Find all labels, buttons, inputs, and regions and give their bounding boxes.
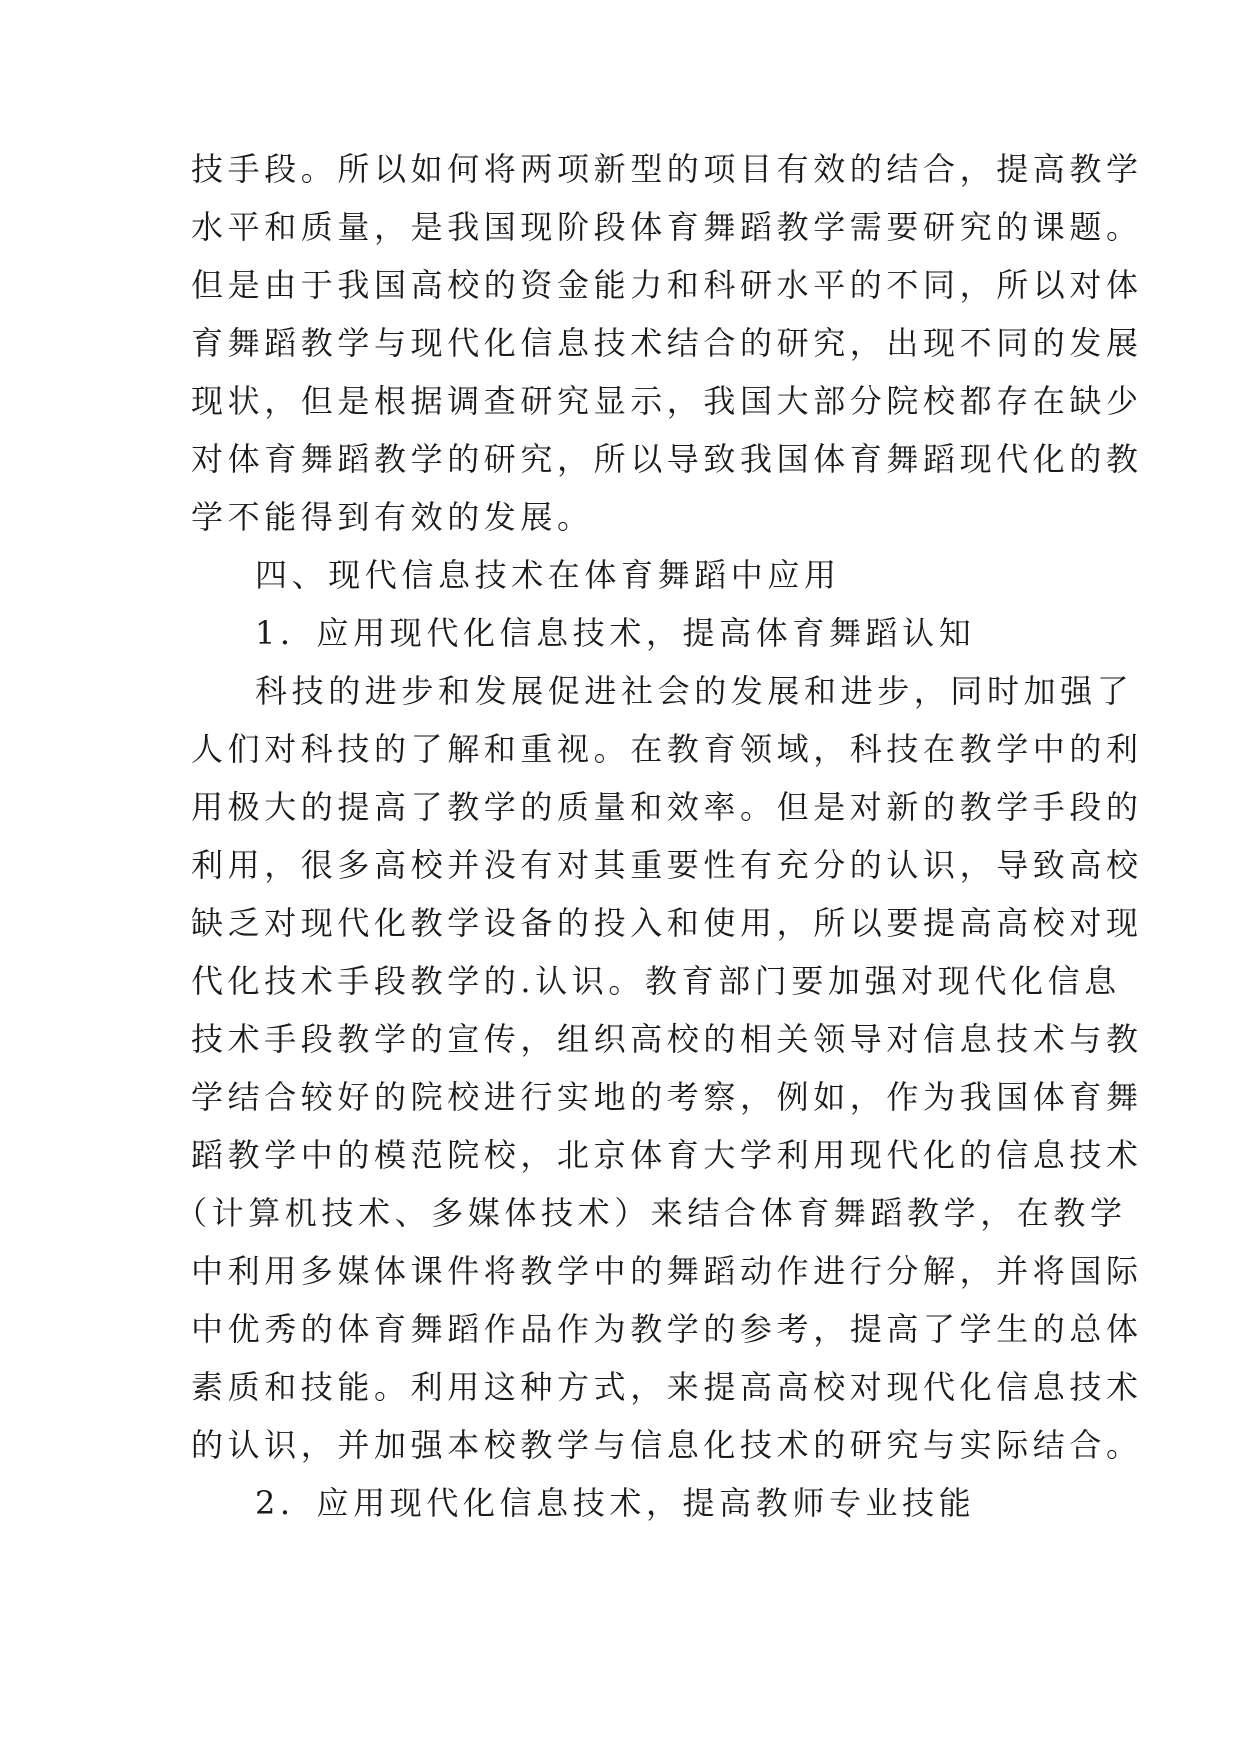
text-line: 中优秀的体育舞蹈作品作为教学的参考，提高了学生的总体 [191,1310,1143,1348]
text-line: 人们对科技的了解和重视。在教育领域，科技在教学中的利 [191,730,1143,768]
text-line: 对体育舞蹈教学的研究，所以导致我国体育舞蹈现代化的教 [191,440,1143,478]
text-line: （计算机技术、多媒体技术）来结合体育舞蹈教学，在教学 [175,1194,1127,1232]
text-line: 技术手段教学的宣传，组织高校的相关领导对信息技术与教 [191,1020,1143,1058]
text-line: 学不能得到有效的发展。 [191,498,594,536]
text-line: 的认识，并加强本校教学与信息化技术的研究与实际结合。 [191,1426,1143,1464]
text-line: 用极大的提高了教学的质量和效率。但是对新的教学手段的 [191,788,1143,826]
text-line: 缺乏对现代化教学设备的投入和使用，所以要提高高校对现 [191,904,1143,942]
text-line: 素质和技能。利用这种方式，来提高高校对现代化信息技术 [191,1368,1143,1406]
text-line: 中利用多媒体课件将教学中的舞蹈动作进行分解，并将国际 [191,1252,1143,1290]
subsection-heading: 1．应用现代化信息技术，提高体育舞蹈认知 [255,614,976,652]
text-line: 科技的进步和发展促进社会的发展和进步，同时加强了 [255,672,1134,710]
subsection-heading: 2．应用现代化信息技术，提高教师专业技能 [255,1484,976,1522]
text-line: 水平和质量，是我国现阶段体育舞蹈教学需要研究的课题。 [191,208,1143,246]
text-line: 利用，很多高校并没有对其重要性有充分的认识，导致高校 [191,846,1143,884]
text-line: 育舞蹈教学与现代化信息技术结合的研究，出现不同的发展 [191,324,1143,362]
text-line: 蹈教学中的模范院校，北京体育大学利用现代化的信息技术 [191,1136,1143,1174]
section-heading: 四、现代信息技术在体育舞蹈中应用 [255,556,841,594]
text-line: 现状，但是根据调查研究显示，我国大部分院校都存在缺少 [191,382,1143,420]
text-line: 学结合较好的院校进行实地的考察，例如，作为我国体育舞 [191,1078,1143,1116]
text-line: 技手段。所以如何将两项新型的项目有效的结合，提高教学 [191,150,1143,188]
text-line: 代化技术手段教学的.认识。教育部门要加强对现代化信息 [191,962,1121,1000]
text-line: 但是由于我国高校的资金能力和科研水平的不同，所以对体 [191,266,1143,304]
